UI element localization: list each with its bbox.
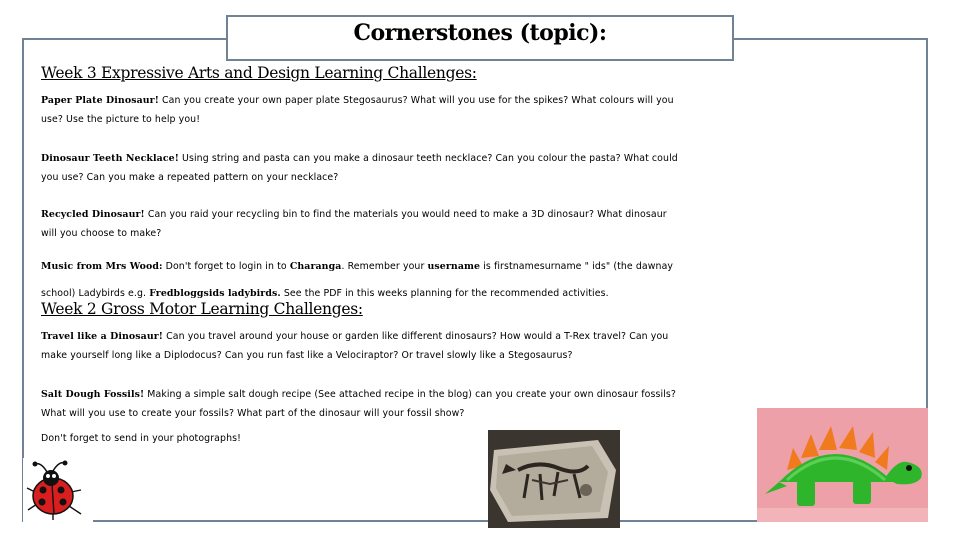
- challenge-label: Paper Plate Dinosaur!: [41, 95, 159, 106]
- music-text: . Remember your: [341, 261, 428, 272]
- username-example: Fredbloggsids ladybirds.: [149, 288, 281, 299]
- challenge-label: Travel like a Dinosaur!: [41, 331, 164, 342]
- challenge-text: Making a simple salt dough recipe (See attached recipe in the blog) can you create your own dinosaur fossils? What will you use to create your fossils? What part of the dinosaur will your fossil show?: [41, 389, 676, 419]
- title-box: [226, 15, 734, 61]
- ladybug-image: [23, 458, 93, 522]
- ladybug-icon: [23, 458, 93, 522]
- challenge-label: Salt Dough Fossils!: [41, 389, 145, 400]
- music-label: Music from Mrs Wood:: [41, 261, 163, 272]
- challenge-recycled-dinosaur: [41, 205, 681, 243]
- music-text: Don't forget to login in to: [162, 261, 290, 272]
- challenge-text: Can you raid your recycling bin to find the materials you would need to make a 3D dinosaur? What dinosaur will you choose to make?: [41, 209, 667, 239]
- challenge-paper-plate: [41, 91, 681, 129]
- challenge-travel-dinosaur: [41, 327, 681, 365]
- music-note: [41, 253, 681, 307]
- challenge-label: Dinosaur Teeth Necklace!: [41, 153, 179, 164]
- charanga-link: Charanga: [289, 261, 342, 272]
- challenge-label: Recycled Dinosaur!: [41, 209, 145, 220]
- challenge-text: Can you create your own paper plate Stegosaurus? What will you use for the spikes? What colours will you use? Use the picture to help you!: [41, 95, 674, 125]
- dinosaur-icon: [757, 408, 928, 522]
- challenge-text: Using string and pasta can you make a dinosaur teeth necklace? Can you colour the pasta? What could you use? Can you make a repeated pattern on your necklace?: [41, 153, 678, 183]
- challenge-salt-dough: [41, 385, 681, 423]
- fossil-image: [488, 430, 620, 528]
- paper-plate-dinosaur-image: [757, 408, 928, 522]
- week2-heading: Week 2 Gross Motor Learning Challenges:: [41, 300, 363, 318]
- challenge-teeth-necklace: [41, 149, 681, 187]
- music-text: See the PDF in this weeks planning for the recommended activities.: [280, 288, 609, 299]
- music-text: is firstnamesurname " ids" (the dawnay school) Ladybirds e.g.: [41, 261, 674, 299]
- challenge-text: Can you travel around your house or garden like different dinosaurs? How would a T-Rex travel? Can you make yourself long like a Diplodocus? Can you run fast like a Velociraptor? Or travel slowly like a Stegosaurus?: [41, 331, 669, 361]
- week3-heading: Week 3 Expressive Arts and Design Learning Challenges:: [41, 64, 477, 82]
- page-title: Cornerstones (topic):: [353, 20, 607, 46]
- photo-reminder: Don't forget to send in your photographs!: [41, 433, 241, 444]
- username-label: username: [427, 261, 481, 272]
- fossil-icon: [488, 430, 620, 528]
